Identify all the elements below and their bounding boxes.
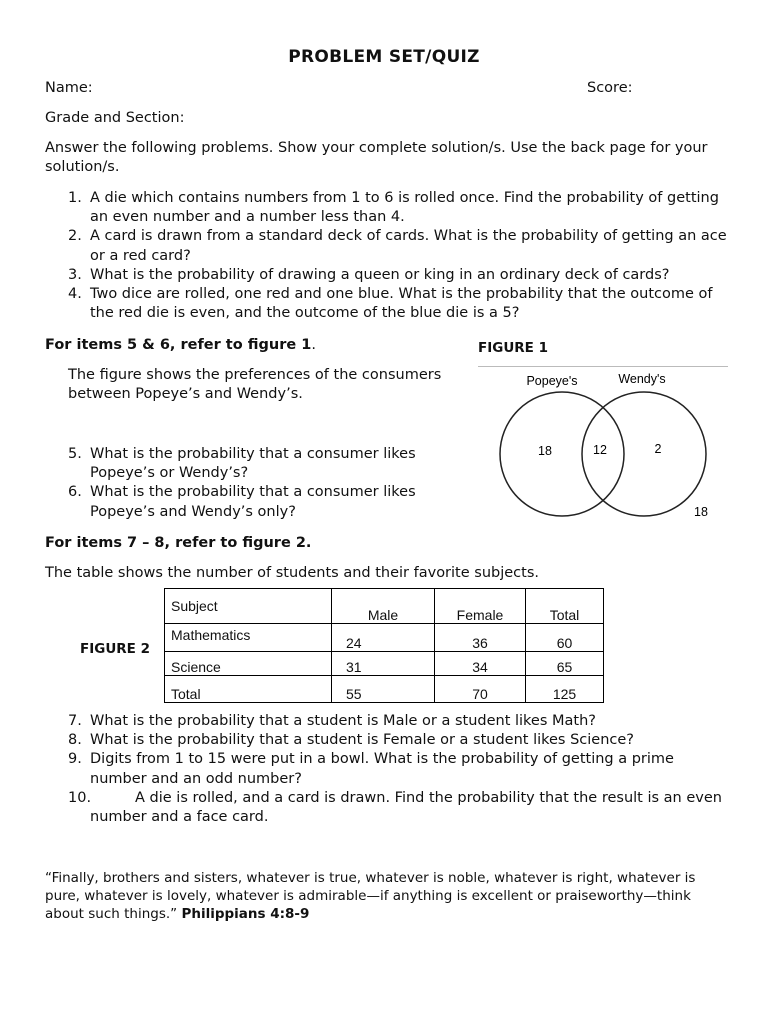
table-row — [165, 676, 604, 703]
name-label: Name: — [45, 80, 93, 96]
table-cell: 65 — [526, 652, 604, 676]
problem-text: What is the probability that a consumer likes Popeye’s and Wendy’s only? — [90, 484, 416, 520]
venn-diagram — [478, 368, 730, 528]
problem-text: A card is drawn from a standard deck of cards. What is the probability of getting an ace or a red card? — [90, 228, 727, 264]
table-row — [165, 624, 604, 652]
header-cell: Female — [435, 589, 526, 624]
table-cell: 31 — [332, 652, 435, 676]
popeyes-only-value: 18 — [538, 444, 552, 458]
subject-table — [164, 588, 604, 703]
wendys-only-value: 2 — [654, 442, 662, 456]
problem-item — [45, 285, 735, 323]
problem-number: 5. — [68, 446, 82, 462]
problem-text: A die is rolled, and a card is drawn. Find the probability that the result is an even number and a face card. — [90, 789, 722, 826]
problem-item — [45, 483, 445, 521]
problem-number: 8. — [68, 732, 82, 749]
table-cell: Mathematics — [165, 624, 332, 652]
problem-list-1-4 — [45, 189, 735, 323]
table-cell: 70 — [435, 676, 526, 703]
problem-list-7-10 — [45, 712, 735, 827]
table-header-row — [165, 589, 604, 624]
table-cell: 34 — [435, 652, 526, 676]
problem-item — [45, 731, 735, 750]
table-cell: Total — [165, 676, 332, 703]
bible-quote — [45, 869, 725, 923]
table-cell: 125 — [526, 676, 604, 703]
header-cell: Male — [332, 589, 435, 624]
problem-item — [45, 266, 735, 285]
problem-item — [45, 750, 735, 788]
figure-2-description: The table shows the number of students and their favorite subjects. — [45, 565, 539, 581]
score-label: Score: — [587, 80, 633, 96]
table-cell: 60 — [526, 624, 604, 652]
problem-text: What is the probability of drawing a queen or king in an ordinary deck of cards? — [90, 266, 670, 283]
problem-item — [45, 789, 735, 827]
problem-number: 6. — [68, 484, 82, 501]
header-cell: Subject — [165, 589, 332, 624]
problem-item — [45, 227, 735, 265]
outside-value: 18 — [694, 505, 708, 519]
problem-text: What is the probability that a student is Male or a student likes Math? — [90, 713, 596, 729]
header-cell: Total — [526, 589, 604, 624]
problem-item — [45, 445, 445, 483]
quote-text: “Finally, brothers and sisters, whatever is true, whatever is noble, whatever is right, whatever is pure, whatever is lovely, whatever is admirable—if anything is excellent or praiseworthy—think about such things.” — [45, 870, 696, 922]
grade-section-label: Grade and Section: — [45, 110, 185, 126]
table-cell: Science — [165, 652, 332, 676]
figure-1-description: The figure shows the preferences of the consumers between Popeye’s and Wendy’s. — [68, 367, 442, 402]
instructions: Answer the following problems. Show your complete solution/s. Use the back page for your solution/s. — [45, 140, 708, 175]
problem-number: 3. — [68, 266, 82, 283]
problem-text: A die which contains numbers from 1 to 6 is rolled once. Find the probability of getting an even number and a number less than 4. — [90, 190, 719, 226]
table-cell: 36 — [435, 624, 526, 652]
table-cell: 55 — [332, 676, 435, 703]
section-1-heading — [45, 336, 316, 355]
quote-reference: Philippians 4:8-9 — [181, 906, 310, 922]
problem-number: 10. — [68, 789, 92, 806]
problem-text: What is the probability that a consumer likes Popeye’s or Wendy’s? — [90, 446, 416, 482]
both-value: 12 — [593, 443, 607, 457]
table-row — [165, 652, 604, 676]
section-1-heading-period: . — [311, 337, 316, 353]
wendys-label: Wendy's — [618, 372, 666, 386]
problem-number: 7. — [68, 713, 82, 729]
problem-item — [45, 712, 735, 731]
section-1-heading-text: For items 5 & 6, refer to figure 1 — [45, 337, 312, 353]
popeyes-label: Popeye's — [526, 374, 578, 388]
figure-1-caption: FIGURE 1 — [478, 340, 548, 356]
figure-2-caption: FIGURE 2 — [80, 641, 150, 657]
section-2-heading: For items 7 – 8, refer to figure 2. — [45, 535, 312, 551]
figure-1-rule — [478, 366, 728, 367]
problem-number: 2. — [68, 228, 82, 245]
table-cell: 24 — [332, 624, 435, 652]
problem-number: 1. — [68, 190, 82, 206]
problem-text: Digits from 1 to 15 were put in a bowl. What is the probability of getting a prime number and an odd number? — [90, 751, 674, 787]
problem-list-5-6 — [45, 445, 445, 522]
problem-text: Two dice are rolled, one red and one blue. What is the probability that the outcome of the red die is even, and the outcome of the blue die is a 5? — [90, 286, 713, 322]
problem-number: 4. — [68, 286, 82, 303]
problem-item — [45, 189, 735, 227]
problem-text: What is the probability that a student is Female or a student likes Science? — [90, 732, 634, 749]
problem-number: 9. — [68, 751, 82, 768]
page-title: PROBLEM SET/QUIZ — [288, 47, 480, 67]
